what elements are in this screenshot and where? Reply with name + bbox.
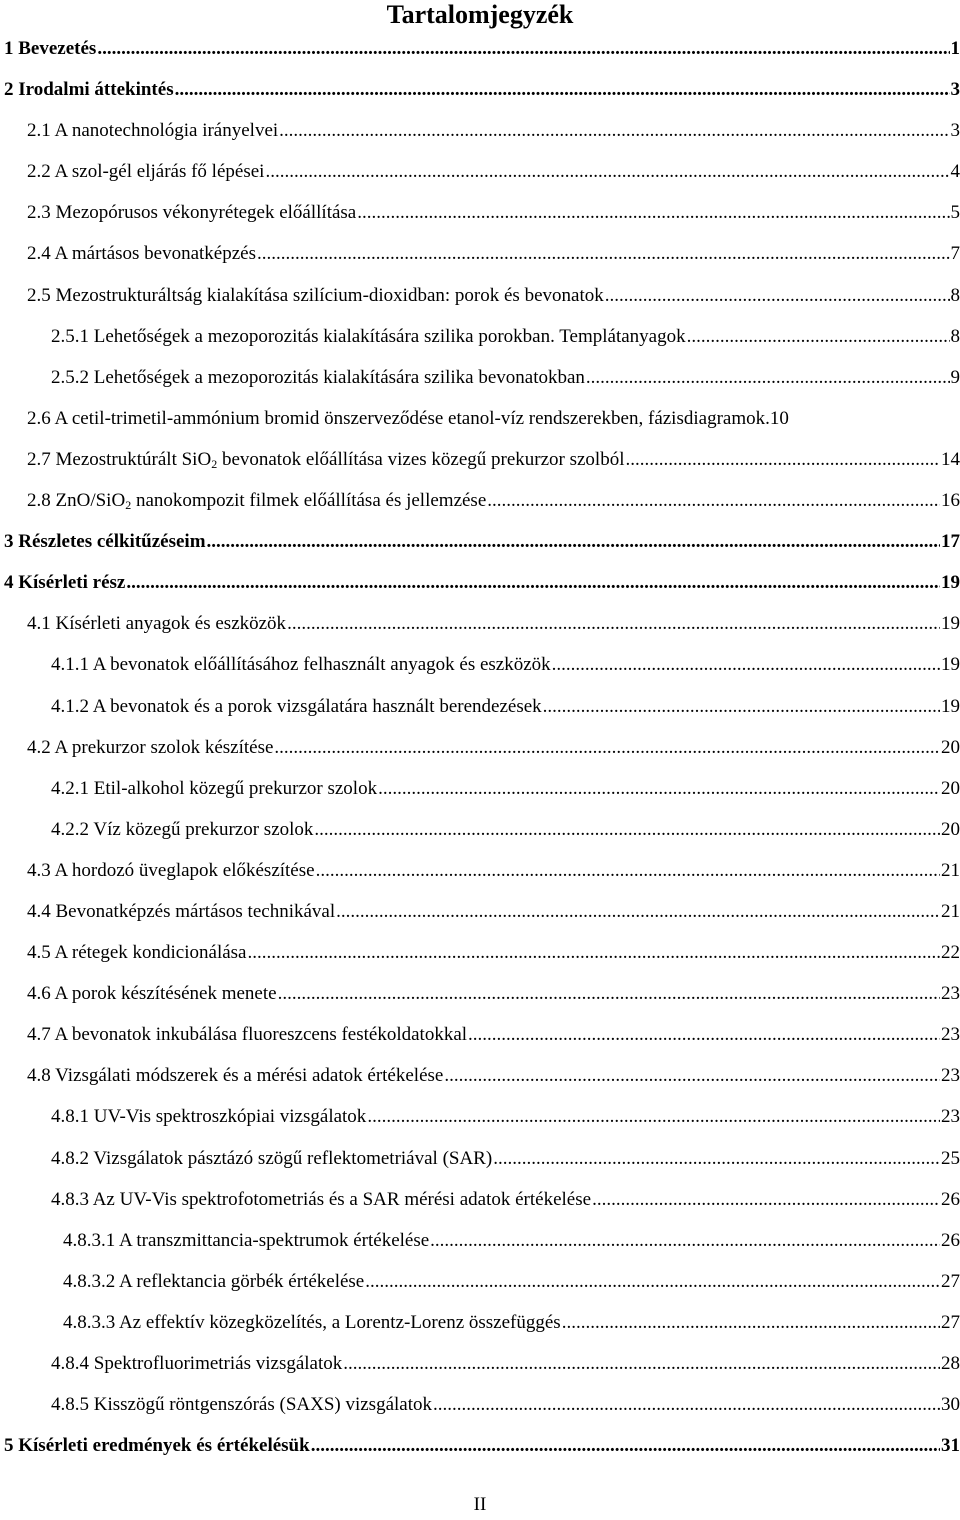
toc-entry-page: 7 [951, 233, 960, 274]
toc-entry-label: 4.2 A prekurzor szolok készítése [27, 727, 273, 768]
toc-entry-page: 20 [941, 768, 960, 809]
toc-entry-label: 4.1.1 A bevonatok előállításához felhasznált anyagok és eszközök [51, 644, 551, 685]
toc-entry-page: 26 [941, 1220, 960, 1261]
toc-entry-label: 2.4 A mártásos bevonatképzés [27, 233, 256, 274]
toc-entry-page: 23 [941, 1096, 960, 1137]
toc-entry[interactable] [0, 1384, 960, 1425]
toc-entry-label-part: nanokompozit filmek előállítása és jellemzése [131, 490, 486, 511]
toc-entry[interactable] [0, 1055, 960, 1096]
toc-entry[interactable] [0, 644, 960, 685]
toc-entry-label: 4.8.3 Az UV-Vis spektrofotometriás és a SAR mérési adatok értékelése [51, 1179, 591, 1220]
toc-entry-page: 27 [941, 1302, 960, 1343]
subscript: 2 [211, 457, 217, 471]
toc-entry-page: 3 [951, 69, 960, 110]
toc-entry-label: 2.1 A nanotechnológia irányelvei [27, 110, 278, 151]
toc-entry-page: 19 [941, 562, 960, 603]
toc-entry-page: 23 [941, 1014, 960, 1055]
dot-leader [487, 480, 940, 521]
toc-entry-page: 3 [951, 110, 960, 151]
toc-entry-label: 4.4 Bevonatképzés mártásos technikával [27, 891, 335, 932]
dot-leader [367, 1096, 940, 1137]
toc-entry-label: 2.3 Mezopórusos vékonyrétegek előállítása [27, 192, 356, 233]
dot-leader [586, 357, 950, 398]
toc-entry-page: 21 [941, 850, 960, 891]
toc-entry-label [27, 439, 625, 480]
dot-leader [311, 1425, 940, 1466]
toc-entry-page: 23 [941, 973, 960, 1014]
toc-entry[interactable] [0, 850, 960, 891]
toc-entry-page: 10 [770, 398, 789, 439]
toc-entry[interactable] [0, 275, 960, 316]
toc-entry[interactable] [0, 1425, 960, 1466]
toc-entry-page: 22 [941, 932, 960, 973]
dot-leader [468, 1014, 940, 1055]
toc-entry-label: 5 Kísérleti eredmények és értékelésük [4, 1425, 310, 1466]
toc-entry-label: 2.5.1 Lehetőségek a mezoporozitás kialakítására szilika porokban. Templátanyagok [51, 316, 686, 357]
dot-leader [430, 1220, 940, 1261]
toc-entry-page: 20 [941, 809, 960, 850]
toc-entry-page: 31 [941, 1425, 960, 1466]
dot-leader [248, 932, 941, 973]
toc-entry-label [27, 480, 486, 521]
toc-entry-label: 2.2 A szol-gél eljárás fő lépései [27, 151, 264, 192]
toc-entry-label: 4.1 Kísérleti anyagok és eszközök [27, 603, 286, 644]
toc-entry[interactable] [0, 603, 960, 644]
dot-leader [357, 192, 949, 233]
toc-entry[interactable] [0, 28, 960, 69]
toc-entry-page: 19 [941, 644, 960, 685]
dot-leader [278, 973, 940, 1014]
toc-entry-label: 4.8.4 Spektrofluorimetriás vizsgálatok [51, 1343, 342, 1384]
toc-entry-label: 2 Irodalmi áttekintés [4, 69, 174, 110]
toc-entry-page: 25 [941, 1138, 960, 1179]
toc-entry-label: 4.1.2 A bevonatok és a porok vizsgálatára használt berendezések [51, 686, 542, 727]
toc-entry[interactable] [0, 727, 960, 768]
toc-entry-label: 4.3 A hordozó üveglapok előkészítése [27, 850, 315, 891]
toc-entry-label: 2.5.2 Lehetőségek a mezoporozitás kialakítására szilika bevonatokban [51, 357, 585, 398]
toc-entry-page: 30 [941, 1384, 960, 1425]
toc-entry[interactable] [0, 1261, 960, 1302]
dot-leader [265, 151, 949, 192]
toc-entry-label: 4.5 A rétegek kondicionálása [27, 932, 247, 973]
toc-entry-page: 16 [941, 480, 960, 521]
toc-entry-label-part: 2.7 Mezostruktúrált SiO [27, 449, 211, 470]
dot-leader [552, 644, 940, 685]
dot-leader [365, 1261, 940, 1302]
toc-entry-page: 19 [941, 686, 960, 727]
toc-entry[interactable] [0, 192, 960, 233]
toc-entry-label: 4.7 A bevonatok inkubálása fluoreszcens festékoldatokkal [27, 1014, 467, 1055]
toc-entry-label: 4.8 Vizsgálati módszerek és a mérési adatok értékelése [27, 1055, 443, 1096]
dot-leader [274, 727, 940, 768]
toc-entry-label: 4.8.3.3 Az effektív közegközelítés, a Lorentz-Lorenz összefüggés [63, 1302, 561, 1343]
dot-leader [378, 768, 940, 809]
dot-leader [444, 1055, 940, 1096]
toc-entry[interactable] [0, 686, 960, 727]
toc-entry-label: 2.5 Mezostrukturáltság kialakítása szilícium-dioxidban: porok és bevonatok [27, 275, 604, 316]
toc-entry-page: 20 [941, 727, 960, 768]
dot-leader [314, 809, 940, 850]
toc-entry-page: 8 [951, 316, 960, 357]
toc-entry[interactable] [0, 233, 960, 274]
toc-entry-page: 19 [941, 603, 960, 644]
dot-leader [97, 28, 949, 69]
toc-entry[interactable] [0, 521, 960, 562]
toc-entry[interactable] [0, 932, 960, 973]
toc-entry[interactable] [0, 768, 960, 809]
toc-entry-page: 8 [951, 275, 960, 316]
dot-leader [493, 1138, 940, 1179]
toc-entry[interactable] [0, 69, 960, 110]
toc-entry[interactable] [0, 891, 960, 932]
toc-entry-label: 4.8.3.1 A transzmittancia-spektrumok értékelése [63, 1220, 429, 1261]
toc-entry-page: 17 [941, 521, 960, 562]
toc-entry[interactable] [0, 809, 960, 850]
toc-entry[interactable] [0, 1096, 960, 1137]
dot-leader [433, 1384, 940, 1425]
toc-entry-label: 2.6 A cetil-trimetil-ammónium bromid önszerveződése etanol-víz rendszerekben, fázisdiagramok. [27, 398, 770, 439]
toc-entry-label: 3 Részletes célkitűzéseim [4, 521, 206, 562]
subscript: 2 [125, 498, 131, 512]
toc-entry[interactable] [0, 151, 960, 192]
toc-entry-label-part: bevonatok előállítása vizes közegű prekurzor szolból [217, 449, 624, 470]
toc-entry[interactable] [0, 562, 960, 603]
dot-leader [687, 316, 950, 357]
dot-leader [287, 603, 940, 644]
toc-entry[interactable] [0, 1179, 960, 1220]
dot-leader [543, 686, 940, 727]
dot-leader [626, 439, 941, 480]
toc-entry-label: 4.8.3.2 A reflektancia görbék értékelése [63, 1261, 364, 1302]
dot-leader [279, 110, 949, 151]
toc-entry[interactable] [0, 357, 960, 398]
toc-entry-label: 4.6 A porok készítésének menete [27, 973, 277, 1014]
page-title: Tartalomjegyzék [0, 0, 960, 30]
toc-entry-page: 28 [941, 1343, 960, 1384]
dot-leader [336, 891, 940, 932]
toc-entry[interactable] [0, 973, 960, 1014]
toc-entry[interactable] [0, 316, 960, 357]
toc-entry-label: 4 Kísérleti rész [4, 562, 125, 603]
toc-entry[interactable] [0, 1014, 960, 1055]
toc-entry[interactable] [0, 1220, 960, 1261]
toc-entry[interactable] [0, 1138, 960, 1179]
toc-entry-page: 27 [941, 1261, 960, 1302]
toc-entry[interactable] [0, 1302, 960, 1343]
toc-entry-label-part: 2.8 ZnO/SiO [27, 490, 125, 511]
toc-entry[interactable] [0, 1343, 960, 1384]
toc-entry-page: 23 [941, 1055, 960, 1096]
toc-entry-label: 4.2.2 Víz közegű prekurzor szolok [51, 809, 313, 850]
dot-leader [562, 1302, 940, 1343]
dot-leader [316, 850, 940, 891]
toc-entry-page: 9 [951, 357, 960, 398]
toc-entry-page: 26 [941, 1179, 960, 1220]
dot-leader [257, 233, 949, 274]
dot-leader [175, 69, 950, 110]
dot-leader [605, 275, 950, 316]
dot-leader [343, 1343, 940, 1384]
toc-entry-page: 5 [951, 192, 960, 233]
toc-entry[interactable] [0, 398, 960, 439]
toc-entry-label: 4.8.2 Vizsgálatok pásztázó szögű reflektometriával (SAR) [51, 1138, 492, 1179]
toc-entry[interactable] [0, 110, 960, 151]
toc-entry-label: 4.8.5 Kisszögű röntgenszórás (SAXS) vizsgálatok [51, 1384, 432, 1425]
table-of-contents [0, 28, 960, 1466]
toc-entry-label: 4.2.1 Etil-alkohol közegű prekurzor szolok [51, 768, 377, 809]
toc-entry-page: 21 [941, 891, 960, 932]
toc-entry-label: 4.8.1 UV-Vis spektroszkópiai vizsgálatok [51, 1096, 366, 1137]
dot-leader [126, 562, 940, 603]
toc-entry-page: 14 [941, 439, 960, 480]
toc-entry-page: 1 [951, 28, 960, 69]
dot-leader [592, 1179, 940, 1220]
toc-entry-page: 4 [951, 151, 960, 192]
toc-entry[interactable] [0, 480, 960, 521]
page-number: II [0, 1490, 960, 1520]
dot-leader [207, 521, 940, 562]
toc-entry-label: 1 Bevezetés [4, 28, 96, 69]
toc-entry[interactable] [0, 439, 960, 480]
